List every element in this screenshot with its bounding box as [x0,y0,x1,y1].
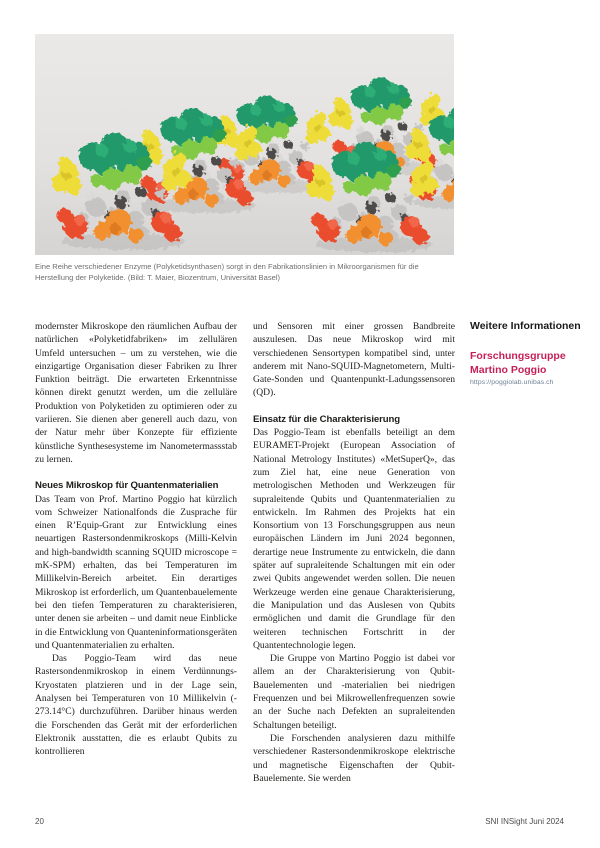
info-sidebar [470,319,582,386]
section-heading-microscope: Neues Mikroskop für Quantenmaterialien [35,480,219,492]
section-heading-characterization: Einsatz für die Charakterisierung [253,413,401,425]
paragraph: und Sensoren mit einer grossen Bandbreite auszulesen. Das neue Mikroskop wird mit verschiedenen Sensortypen kompatibel sind, unter anderem mit Nano-SQUID-Magnetometern, Multi-Gate-Sonden und Quantenpunkt-Ladungssensoren (QD). [253,321,455,399]
article-body [35,320,455,802]
enzyme-photo [35,34,454,255]
paragraph: modernster Mikroskope den räumlichen Aufbau der natürlichen «Polyketidfabriken» im zellulären Umfeld untersuchen – um zu verstehen, wie die einzigartige Organisation dieser Fabriken zu Ihrer Funktion beiträgt. Die erwarteten Erkenntnisse können direkt genutzt werden, um die zelluläre Produktion von Polyketiden zu optimieren oder zu variieren. Sie dienen aber generell auch dazu, von der Natur mehr über Konzepte für effiziente künstliche Synthesesysteme im Nanometermassstab zu lernen. [35,321,237,465]
paragraph: Das Poggio-Team ist ebenfalls beteiligt an dem EURAMET-Projekt (European Association of National Metrology Institutes) «MetSuperQ», das zum Ziel hat, eine neue Generation von metrologischen Methoden und Werkzeugen für supraleitende Qubits und Quantenmaterialien zu entwickeln. Im Rahmen des Projekts hat ein Konsortium von 13 Forschungsgruppen aus neun europäischen Ländern im Juni 2024 begonnen, derartige neue Instrumente zu entwickeln, die dann später auf supraleitende Schaltungen mit ein oder zwei Qubits angewendet werden sollen. Die neuen Werkzeuge werden eine genaue Charakterisierung, die Manipulation und das Auslesen von Qubits ermöglichen und damit die Grundlage für den weiteren technischen Fortschritt in der Quantentechnologie legen. [253,427,455,651]
issue-label: SNI INSight Juni 2024 [485,817,564,826]
enzyme-photo-illustration [35,34,454,255]
paragraph: Das Team von Prof. Martino Poggio hat kürzlich vom Schweizer Nationalfonds die Zusprache für einen R’Equip-Grant zur Entwicklung eines neuartigen Rastersondenmikroskops (Milli-Kelvin and high-bandwidth scanning SQUID microscope = mK-SPM) erhalten, das bei Temperaturen im Millikelvin-Bereich arbeitet. Ein derartiges Mikroskop ist erforderlich, um Quantenbauelemente bei den tiefen Temperaturen zu charakterisieren, unter denen sie arbeiten – und damit neue Einblicke in die Entwicklung von Quanteninformationsgeräten und Quantenmaterialien zu erhalten. [35,493,237,651]
photo-caption: Eine Reihe verschiedener Enzyme (Polyketidsynthasen) sorgt in den Fabrikationslinien in Mikroorganismen für die Herstellung der Polyketide. (Bild: T. Maier, Biozentrum, Universität Basel) [35,262,419,283]
research-group-url-link[interactable]: https://poggiolab.unibas.ch [470,379,554,387]
sidebar-heading: Weitere Informationen [470,320,581,332]
article-column-left [35,320,237,802]
paragraph: Die Forschenden analysieren dazu mithilfe verschiedener Rastersondenmikroskope elektrische und magnetische Eigenschaften der Qubit-Bauelemente. Sie werden [253,732,455,784]
page-number: 20 [35,817,44,826]
paragraph: Die Gruppe von Martino Poggio ist dabei vor allem an der Charakterisierung von Qubit-Bauelementen und -materialien bei niedrigen Frequenzen und bei Mikrowellenfrequenzen sowie an der Suche nach Defekten an supraleitenden Schaltungen beteiligt. [253,653,455,731]
research-group-link[interactable]: Forschungsgruppe Martino Poggio [470,349,566,376]
paragraph: Das Poggio-Team wird das neue Rastersondenmikroskop in einem Verdünnungs-Kryostaten platzieren und in der Lage sein, Analysen bei Temperaturen von 10 Millikelvin (- 273.14°C) durchzuführen. Darüber hinaus werden die Forschenden das Gerät mit der erforderlichen Elektronik ausstatten, die es erlaubt Qubits zu kontrollieren [35,653,237,758]
article-column-right [253,320,455,802]
